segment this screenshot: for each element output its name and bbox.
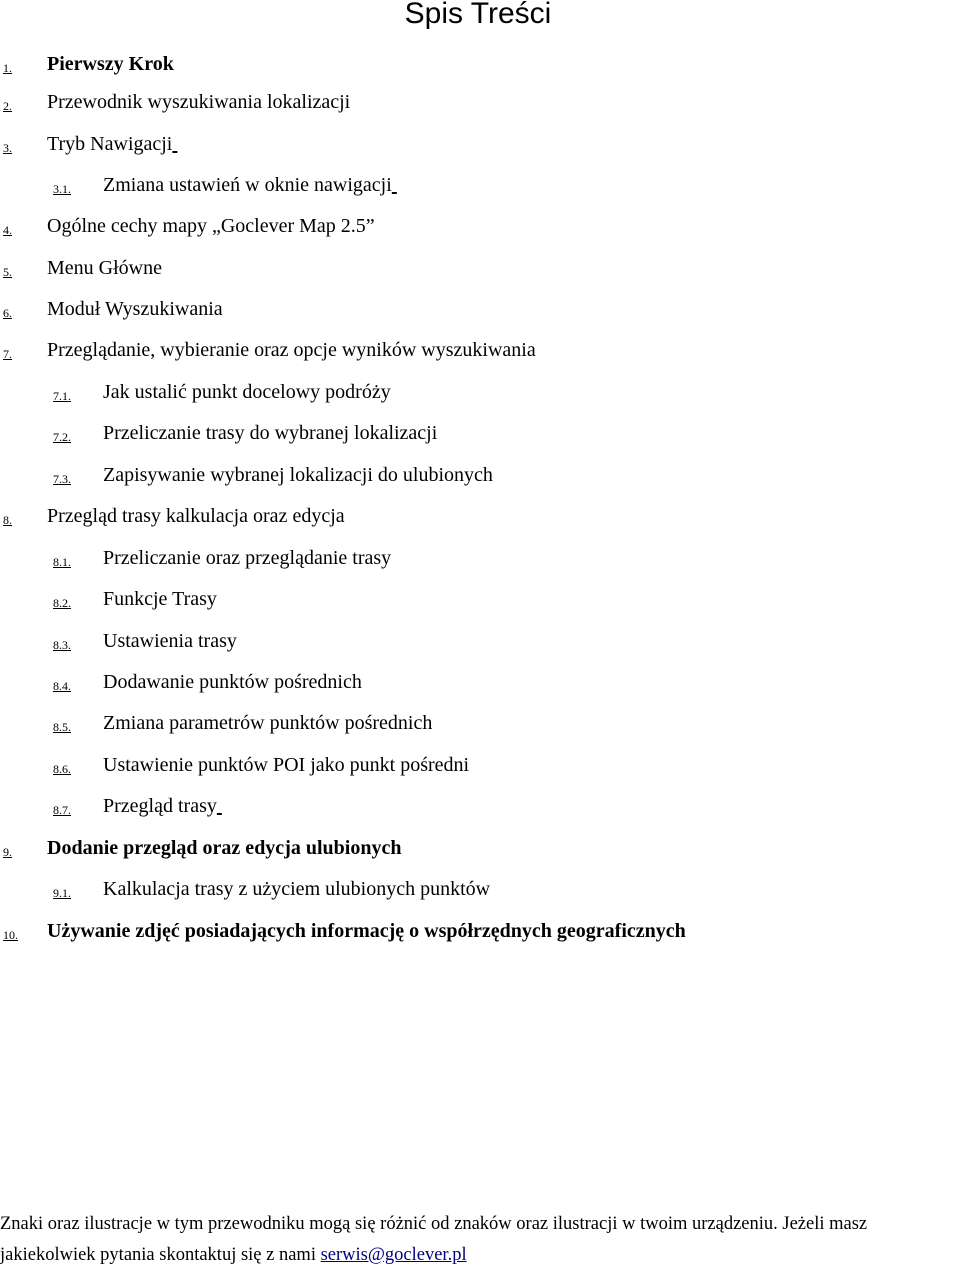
toc-label: Menu Główne — [47, 257, 162, 279]
toc-label: Tryb Nawigacji — [47, 133, 173, 155]
toc-number: 3.1. — [53, 182, 71, 196]
footer-contact-text: jakiekolwiek pytania skontaktuj się z nami — [0, 1245, 321, 1265]
toc-number: 8.3. — [53, 638, 71, 652]
toc-number: 8.6. — [53, 762, 71, 776]
toc-number: 10. — [3, 928, 18, 942]
toc-label: Pierwszy Krok — [47, 53, 174, 75]
toc-label: Zmiana ustawień w oknie nawigacji — [103, 174, 392, 196]
toc-number: 7. — [3, 347, 12, 361]
toc-label: Ustawienia trasy — [103, 630, 237, 652]
toc-entry-1[interactable] — [0, 51, 900, 81]
toc-entry-9[interactable] — [0, 835, 900, 865]
toc-entry-8-3[interactable] — [0, 628, 900, 658]
toc-entry-2[interactable] — [0, 89, 900, 119]
toc-entry-8-1[interactable] — [0, 545, 900, 575]
toc-number: 2. — [3, 99, 12, 113]
toc-entry-8-5[interactable] — [0, 710, 900, 740]
toc-number: 6. — [3, 306, 12, 320]
toc-label: Zmiana parametrów punktów pośrednich — [103, 712, 433, 734]
toc-number: 1. — [3, 61, 12, 75]
toc-label: Ogólne cechy mapy „Goclever Map 2.5” — [47, 215, 375, 237]
toc-number: 8.2. — [53, 596, 71, 610]
toc-label: Dodanie przegląd oraz edycja ulubionych — [47, 837, 402, 859]
toc-label: Funkcje Trasy — [103, 588, 217, 610]
toc-entry-8[interactable] — [0, 503, 900, 533]
toc-number: 8.1. — [53, 555, 71, 569]
toc-number: 7.3. — [53, 472, 71, 486]
toc-number: 8. — [3, 513, 12, 527]
toc-entry-8-7[interactable] — [0, 793, 900, 823]
toc-label: Przegląd trasy kalkulacja oraz edycja — [47, 505, 345, 527]
toc-entry-7[interactable] — [0, 337, 900, 367]
toc-entry-8-2[interactable] — [0, 586, 900, 616]
toc-number: 5. — [3, 265, 12, 279]
toc-number: 8.7. — [53, 803, 71, 817]
toc-label: Ustawienie punktów POI jako punkt pośredni — [103, 754, 470, 776]
toc-label: Przeliczanie trasy do wybranej lokalizacji — [103, 422, 438, 444]
toc-label: Dodawanie punktów pośrednich — [103, 671, 362, 693]
toc-entry-5[interactable] — [0, 255, 900, 285]
toc-entry-7-3[interactable] — [0, 462, 900, 492]
toc-label: Przeglądanie, wybieranie oraz opcje wyników wyszukiwania — [47, 339, 536, 361]
toc-label: Przewodnik wyszukiwania lokalizacji — [47, 91, 351, 113]
toc-label: Przeliczanie oraz przeglądanie trasy — [103, 547, 392, 569]
toc-entry-7-1[interactable] — [0, 379, 900, 409]
toc-label: Zapisywanie wybranej lokalizacji do ulubionych — [103, 464, 493, 486]
support-email-link[interactable]: serwis@goclever.pl — [320, 1245, 467, 1265]
footer-line-1: Znaki oraz ilustracje w tym przewodniku mogą się różnić od znaków oraz ilustracji w twoim urządzeniu. Jeżeli masz — [0, 1214, 868, 1234]
footer-line-2 — [0, 1240, 960, 1271]
toc-entry-3[interactable] — [0, 131, 900, 161]
toc-label: Używanie zdjęć posiadających informację o współrzędnych geograficznych — [47, 920, 686, 942]
toc-number: 9.1. — [53, 886, 71, 900]
toc-entry-9-1[interactable] — [0, 876, 900, 906]
toc-entry-8-4[interactable] — [0, 669, 900, 699]
page-title: Spis Treści — [404, 0, 552, 30]
toc-label: Przegląd trasy — [103, 795, 217, 817]
toc-entry-7-2[interactable] — [0, 420, 900, 450]
toc-number: 9. — [3, 845, 12, 859]
toc-entry-10[interactable] — [0, 918, 900, 948]
toc-entry-8-6[interactable] — [0, 752, 900, 782]
toc-entry-6[interactable] — [0, 296, 900, 326]
toc-number: 7.1. — [53, 389, 71, 403]
toc-number: 8.4. — [53, 679, 71, 693]
toc-entry-3-1[interactable] — [0, 172, 900, 202]
toc-number: 4. — [3, 223, 12, 237]
toc-label: Jak ustalić punkt docelowy podróży — [103, 381, 391, 403]
toc-label: Kalkulacja trasy z użyciem ulubionych punktów — [103, 878, 491, 900]
toc-label: Moduł Wyszukiwania — [47, 298, 223, 320]
toc-number: 7.2. — [53, 430, 71, 444]
toc-entry-4[interactable] — [0, 213, 900, 243]
footer-note — [0, 1209, 960, 1271]
toc-number: 8.5. — [53, 720, 71, 734]
toc-number: 3. — [3, 141, 12, 155]
